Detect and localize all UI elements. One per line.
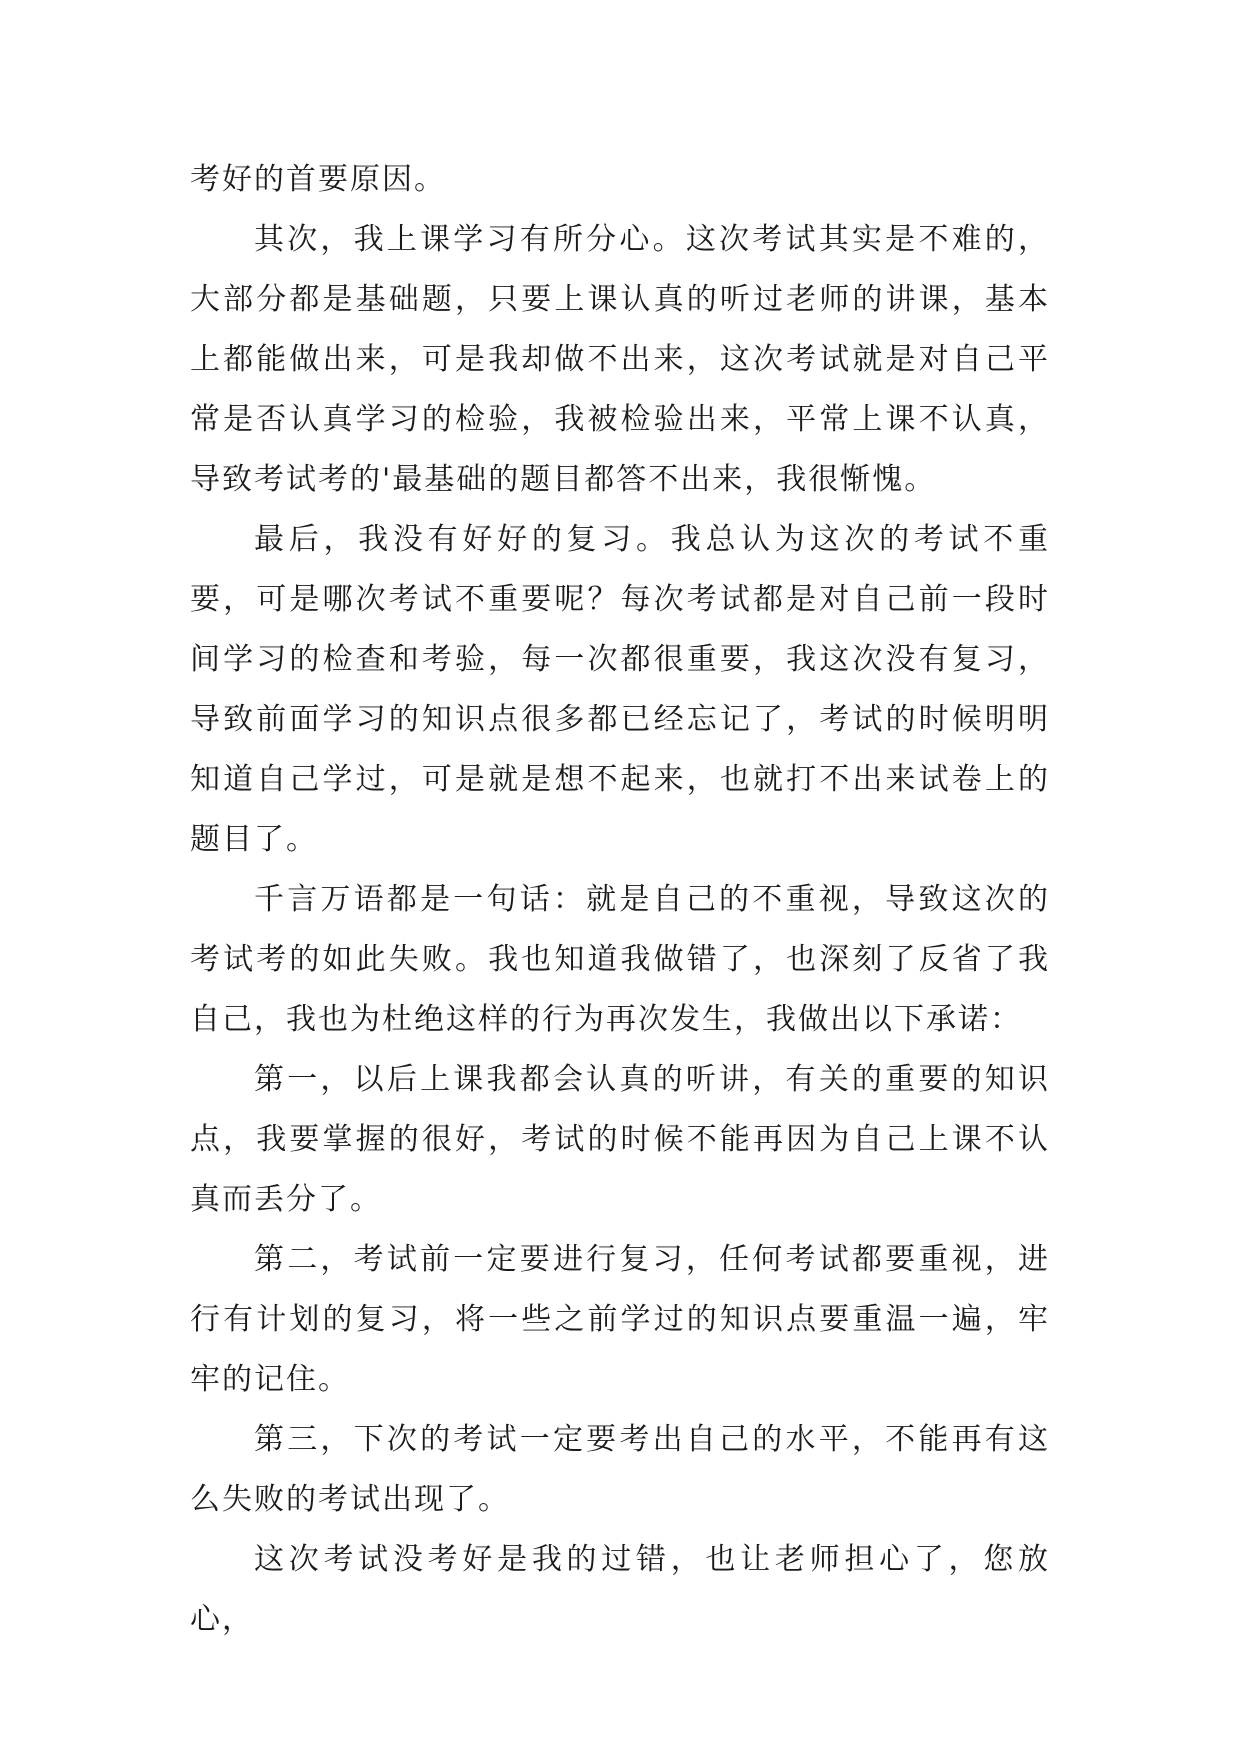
document-body <box>190 150 1050 1650</box>
paragraph-6: 第二，考试前一定要进行复习，任何考试都要重视，进行有计划的复习，将一些之前学过的知识点要重温一遍，牢牢的记住。 <box>190 1242 1050 1397</box>
paragraph-4: 千言万语都是一句话：就是自己的不重视，导致这次的考试考的如此失败。我也知道我做错了，也深刻了反省了我自己，我也为杜绝这样的行为再次发生，我做出以下承诺： <box>190 882 1050 1037</box>
paragraph-5: 第一，以后上课我都会认真的听讲，有关的重要的知识点，我要掌握的很好，考试的时候不能再因为自己上课不认真而丢分了。 <box>190 1062 1050 1217</box>
paragraph-3: 最后，我没有好好的复习。我总认为这次的考试不重要，可是哪次考试不重要呢？每次考试都是对自己前一段时间学习的检查和考验，每一次都很重要，我这次没有复习，导致前面学习的知识点很多都已经忘记了，考试的时候明明知道自己学过，可是就是想不起来，也就打不出来试卷上的题目了。 <box>190 522 1050 857</box>
paragraph-8: 这次考试没考好是我的过错，也让老师担心了，您放心， <box>190 1542 1050 1637</box>
paragraph-1: 考好的首要原因。 <box>190 162 446 197</box>
paragraph-2: 其次，我上课学习有所分心。这次考试其实是不难的，大部分都是基础题，只要上课认真的听过老师的讲课，基本上都能做出来，可是我却做不出来，这次考试就是对自己平常是否认真学习的检验，我被检验出来，平常上课不认真，导致考试考的'最基础的题目都答不出来，我很惭愧。 <box>190 222 1050 497</box>
paragraph-7: 第三，下次的考试一定要考出自己的水平，不能再有这么失败的考试出现了。 <box>190 1422 1050 1517</box>
